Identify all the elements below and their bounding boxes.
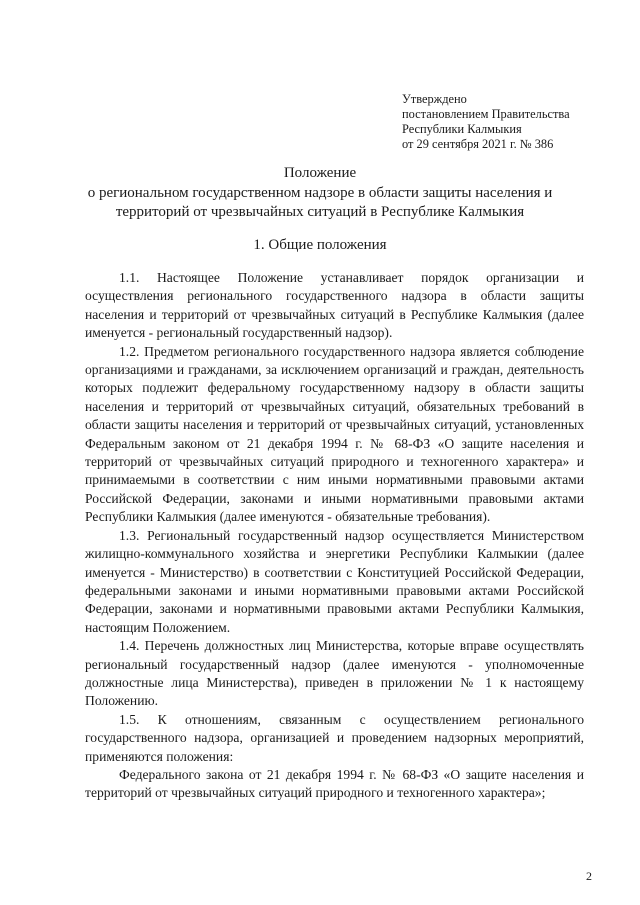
document-body <box>85 269 584 803</box>
approval-line: Утверждено <box>402 92 467 106</box>
paragraph-1-5: 1.5. К отношениям, связанным с осуществлением регионального государственного надзора, организацией и проведением надзорных мероприятий, применяются положения: <box>85 711 584 764</box>
approval-stamp <box>402 92 627 152</box>
paragraph-1-1: 1.1. Настоящее Положение устанавливает порядок организации и осуществления регионального государственного надзора в области защиты населения и территорий от чрезвычайных ситуаций в Республике Калмыкия (далее именуется - региональный государственный надзор). <box>85 270 584 341</box>
paragraph-law-item: Федерального закона от 21 декабря 1994 г. № 68-ФЗ «О защите населения и территорий от чрезвычайных ситуаций природного и техногенного характера»; <box>85 766 584 801</box>
approval-date-line: от 29 сентября 2021 г. № 386 <box>402 137 554 151</box>
page-number: 2 <box>586 869 592 883</box>
document-title-block <box>60 164 580 223</box>
document-subtitle-line: территорий от чрезвычайных ситуаций в Республике Калмыкия <box>115 204 525 220</box>
paragraph-1-3: 1.3. Региональный государственный надзор осуществляется Министерством жилищно-коммунального хозяйства и энергетики Республики Калмыкии (далее именуется - Министерство) в соответствии с Конституцией Российской Федерации, федеральными законами и иными нормативными правовыми актами Российской Федерации, законами и нормативными правовыми актами Республики Калмыкия, настоящим Положением. <box>85 527 584 635</box>
document-title: Положение <box>283 165 357 181</box>
document-subtitle-line: о региональном государственном надзоре в области защиты населения и <box>87 184 553 201</box>
section-heading: 1. Общие положения <box>253 237 387 253</box>
approval-line: постановлением Правительства <box>402 107 570 121</box>
approval-line: Республики Калмыкия <box>402 122 522 136</box>
paragraph-1-2: 1.2. Предметом регионального государственного надзора является соблюдение организациями и гражданами, за исключением организаций и граждан, деятельность которых подлежит федеральному государственному надзору в области защиты населения и территорий от чрезвычайных ситуаций, обязательных требований в области защиты населения и территорий от чрезвычайных ситуаций, установленных Федеральным законом от 21 декабря 1994 г. № 68-ФЗ «О защите населения и территорий от чрезвычайных ситуаций природного и техногенного характера» и принимаемыми в соответствии с ним иными нормативными правовыми актами Российской Федерации, законами и иными нормативными правовыми актами Республики Калмыкия (далее именуются - обязательные требования). <box>85 343 584 525</box>
paragraph-1-4: 1.4. Перечень должностных лиц Министерства, которые вправе осуществлять региональный государственный надзор (далее именуются - уполномоченные должностные лица Министерства), приведен в приложении № 1 к настоящему Положению. <box>85 638 584 709</box>
